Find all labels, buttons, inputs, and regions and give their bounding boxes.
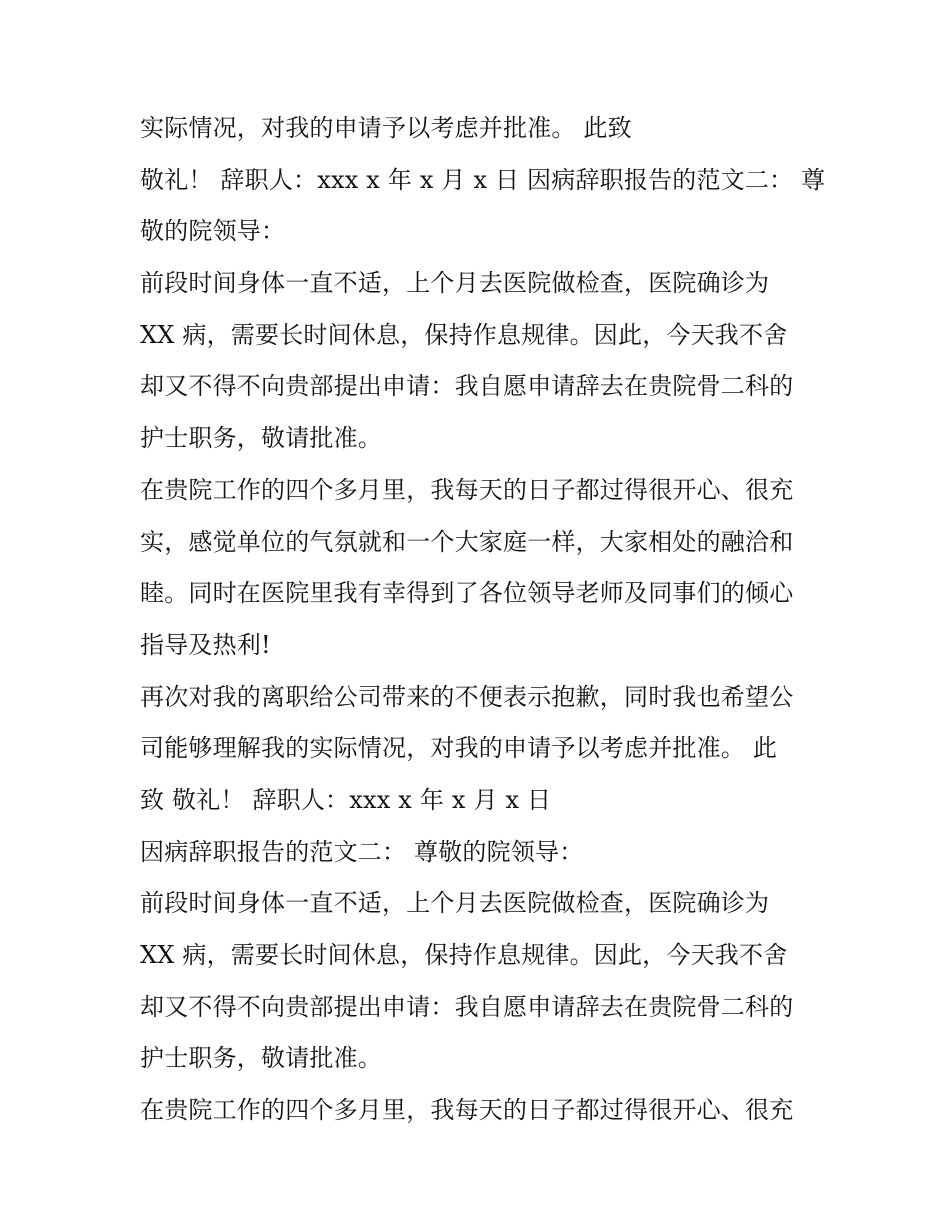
text-line: 前段时间身体一直不适，上个月去医院做检查，医院确诊为 — [140, 889, 770, 918]
text-line: 护士职务，敬请批准。 — [140, 424, 382, 453]
text-line: 司能够理解我的实际情况，对我的申请予以考虑并批准。 此 — [140, 734, 778, 763]
text-line: XX 病，需要长时间休息，保持作息规律。因此，今天我不舍 — [140, 941, 788, 969]
text-line: 因病辞职报告的范文二： 尊敬的院领导： — [140, 837, 584, 866]
text-line: 护士职务，敬请批准。 — [140, 1044, 382, 1073]
text-line: 致 敬礼！ 辞职人：xxx x 年 x 月 x 日 — [140, 785, 552, 814]
text-line: 指导及热利! — [140, 630, 271, 659]
text-line: XX 病，需要长时间休息，保持作息规律。因此，今天我不舍 — [140, 320, 788, 349]
text-line: 在贵院工作的四个多月里，我每天的日子都过得很开心、很充 — [140, 475, 794, 504]
text-line: 却又不得不向贵部提出申请：我自愿申请辞去在贵院骨二科的 — [140, 992, 794, 1021]
text-line: 敬礼！ 辞职人：xxx x 年 x 月 x 日 因病辞职报告的范文二： 尊 — [140, 165, 826, 194]
text-line: 实，感觉单位的气氛就和一个大家庭一样，大家相处的融洽和 — [140, 527, 794, 556]
text-line: 实际情况，对我的申请予以考虑并批准。 此致 — [140, 114, 632, 142]
text-line: 在贵院工作的四个多月里，我每天的日子都过得很开心、很充 — [140, 1096, 794, 1125]
text-line: 却又不得不向贵部提出申请：我自愿申请辞去在贵院骨二科的 — [140, 372, 794, 401]
text-line: 敬的院领导： — [140, 217, 286, 246]
text-line: 再次对我的离职给公司带来的不便表示抱歉，同时我也希望公 — [140, 682, 794, 711]
text-line: 前段时间身体一直不适，上个月去医院做检查，医院确诊为 — [140, 269, 770, 298]
text-line: 睦。同时在医院里我有幸得到了各位领导老师及同事们的倾心 — [140, 579, 794, 608]
document-body — [140, 103, 826, 1137]
